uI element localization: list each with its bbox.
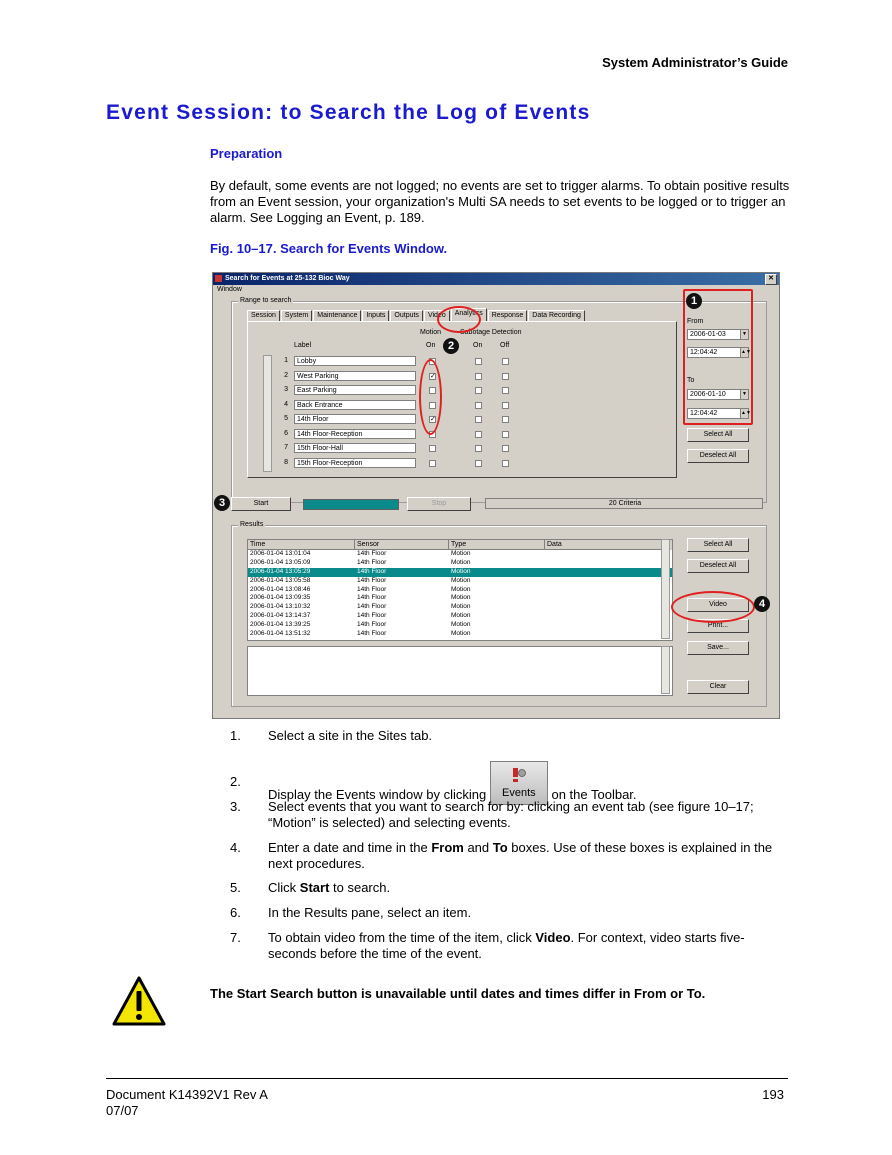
result-cell	[545, 550, 665, 559]
events-button-label: Events	[502, 787, 536, 799]
sabotage-checkbox[interactable]	[502, 358, 509, 365]
motion-on-checkbox[interactable]	[429, 445, 436, 452]
step-text	[268, 728, 788, 744]
table-row[interactable]	[248, 568, 672, 577]
sabotage-checkbox[interactable]	[475, 416, 482, 423]
step-text-part: To obtain video from the time of the item, click	[268, 930, 536, 945]
figure-caption: Fig. 10–17. Search for Events Window.	[210, 241, 448, 256]
preparation-heading: Preparation	[210, 146, 283, 161]
result-cell: 2006-01-04 13:05:29	[250, 567, 311, 575]
result-cell: 14th Floor	[357, 621, 387, 629]
range-select-all-button[interactable]: Select All	[687, 428, 749, 442]
step-number: 1.	[230, 728, 241, 743]
results-column-data[interactable]: Data	[545, 540, 665, 550]
result-cell: Motion	[451, 558, 471, 566]
sabotage-checkbox[interactable]	[475, 373, 482, 380]
callout-video-highlight	[671, 591, 755, 623]
callout-analytics-highlight	[437, 306, 481, 333]
table-row[interactable]	[248, 586, 672, 595]
table-row[interactable]	[248, 603, 672, 612]
callout-number-2: 2	[443, 338, 459, 354]
to-time-value: 12:04:42	[690, 410, 718, 417]
result-cell: 14th Floor	[357, 612, 387, 620]
step-text-part: Enter a date and time in the	[268, 840, 432, 855]
sabotage-checkbox[interactable]	[502, 445, 509, 452]
analytics-tab-panel	[247, 321, 677, 478]
result-cell: 2006-01-04 13:08:46	[250, 585, 311, 593]
table-row[interactable]	[248, 559, 672, 568]
dropdown-arrow-icon[interactable]: ▼	[740, 390, 748, 399]
motion-heading: Motion	[420, 329, 442, 336]
result-cell	[545, 594, 665, 603]
start-button[interactable]: Start	[231, 497, 291, 511]
sabotage-checkbox[interactable]	[502, 387, 509, 394]
result-cell: Motion	[451, 630, 471, 638]
step-number: 5.	[230, 880, 241, 895]
result-cell	[545, 559, 665, 568]
motion-on-checkbox[interactable]	[429, 460, 436, 467]
step-text-part: Select events that you want to search for by: clicking an event tab (see figure 10–17; “Motion” is selected) and selecting events.	[268, 799, 754, 830]
result-cell: 14th Floor	[357, 630, 387, 638]
step-text	[268, 880, 788, 896]
tab-data-recording[interactable]: Data Recording	[528, 310, 585, 321]
step-text-part: Select a site in the Sites tab.	[268, 728, 433, 743]
result-cell: 2006-01-04 13:39:25	[250, 621, 311, 629]
video-button[interactable]: Video	[687, 598, 749, 612]
results-select-all-button[interactable]: Select All	[687, 538, 749, 552]
sabotage-heading: Sabotage Detection	[460, 329, 522, 336]
results-column-type[interactable]: Type	[449, 540, 545, 550]
result-cell: Motion	[451, 585, 471, 593]
result-detail-pane	[247, 646, 673, 696]
sabotage-checkbox[interactable]	[502, 416, 509, 423]
sabotage-checkbox[interactable]	[475, 460, 482, 467]
results-table[interactable]	[247, 539, 673, 641]
sabotage-off-heading: Off	[500, 342, 510, 349]
tab-video[interactable]: Video	[424, 310, 450, 321]
range-group-label: Range to search	[240, 297, 292, 304]
row-number: 3	[284, 386, 288, 393]
result-cell	[545, 586, 665, 595]
page-number: 193	[762, 1087, 784, 1102]
step-number: 2.	[230, 774, 241, 789]
step-text-part: to search.	[329, 880, 391, 895]
result-cell: 2006-01-04 13:14:37	[250, 612, 311, 620]
sabotage-checkbox[interactable]	[475, 402, 482, 409]
table-row[interactable]	[248, 630, 672, 639]
preparation-text: By default, some events are not logged; no events are set to trigger alarms. To obtain positive results from an Event session, your organization's Multi SA needs to set events to be logged or to trigger an alarm. See Logging an Event, p. 189.	[210, 178, 790, 225]
result-cell: 2006-01-04 13:09:35	[250, 594, 311, 602]
step-number: 7.	[230, 930, 241, 945]
search-events-window	[212, 272, 780, 719]
sabotage-checkbox[interactable]	[502, 373, 509, 380]
sabotage-checkbox[interactable]	[502, 460, 509, 467]
sensor-label-field[interactable]: 15th Floor-Hall	[294, 443, 416, 453]
spinner-icon[interactable]: ▲▼	[741, 410, 751, 416]
results-column-sensor[interactable]: Sensor	[355, 540, 449, 550]
stop-button[interactable]: Stop	[407, 497, 471, 511]
results-header	[248, 540, 672, 550]
result-cell: 2006-01-04 13:01:04	[250, 550, 311, 557]
page-title: Event Session: to Search the Log of Events	[106, 101, 591, 124]
step-text	[268, 930, 788, 962]
result-cell: 14th Floor	[357, 567, 387, 575]
table-row[interactable]	[248, 577, 672, 586]
motion-on-checkbox[interactable]: ✓	[430, 416, 436, 423]
tab-response[interactable]: Response	[488, 310, 528, 321]
step-text-part: boxes. Use of these boxes is explained in the next procedures.	[268, 840, 773, 871]
sensor-label-field[interactable]: 15th Floor-Reception	[294, 458, 416, 468]
callout-number-4: 4	[754, 596, 770, 612]
from-date-value: 2006-01-03	[690, 331, 726, 338]
table-row[interactable]	[248, 621, 672, 630]
step-text-part: Click	[268, 880, 300, 895]
result-cell: 14th Floor	[357, 558, 387, 566]
result-cell	[545, 621, 665, 630]
step-text-part: on the Toolbar.	[551, 787, 637, 802]
event-tabs	[247, 310, 586, 321]
motion-on-heading: On	[426, 342, 436, 349]
step-emphasis: Video	[535, 930, 571, 945]
sensor-label-field[interactable]: 14th Floor-Reception	[294, 429, 416, 439]
sensor-label-field[interactable]: 14th Floor	[294, 414, 416, 424]
result-cell: 14th Floor	[357, 603, 387, 611]
row-number: 6	[284, 429, 288, 437]
sabotage-checkbox[interactable]	[475, 431, 482, 438]
result-cell: 2006-01-04 13:05:58	[250, 576, 311, 584]
sabotage-checkbox[interactable]	[475, 445, 482, 452]
save-button[interactable]: Save...	[687, 641, 749, 655]
close-icon[interactable]: ✕	[765, 274, 777, 285]
menu-window[interactable]: Window	[217, 286, 242, 293]
step-text-part: Display the Events window by clicking	[268, 787, 487, 802]
sabotage-checkbox[interactable]	[475, 358, 482, 365]
step-text-part: In the Results pane, select an item.	[268, 905, 472, 920]
tab-outputs[interactable]: Outputs	[390, 310, 423, 321]
row-number: 8	[284, 458, 288, 466]
table-row[interactable]	[248, 612, 672, 621]
result-cell	[545, 577, 665, 586]
footer-divider	[106, 1078, 788, 1079]
step-emphasis: From	[431, 840, 464, 855]
tab-analytics[interactable]: Analytics	[451, 308, 487, 321]
row-scrollbar[interactable]	[263, 355, 272, 472]
result-cell: Motion	[451, 612, 471, 620]
motion-on-checkbox[interactable]: ✓	[430, 372, 436, 380]
events-icon	[512, 767, 526, 783]
step-text	[268, 905, 788, 921]
row-number: 7	[284, 444, 288, 451]
result-cell: Motion	[451, 567, 471, 575]
sensor-label-field[interactable]: Lobby	[294, 356, 416, 366]
step-number: 4.	[230, 840, 241, 855]
result-cell: 2006-01-04 13:51:32	[250, 630, 311, 638]
detail-scrollbar[interactable]	[661, 646, 670, 694]
spinner-icon[interactable]: ▲▼	[741, 349, 751, 355]
clear-button[interactable]: Clear	[687, 680, 749, 694]
results-group-label: Results	[240, 521, 264, 528]
table-row[interactable]	[248, 550, 672, 559]
step-text-part: and	[463, 840, 493, 855]
row-number: 2	[284, 371, 288, 379]
callout-from-to-highlight	[683, 289, 753, 425]
step-emphasis: To	[492, 840, 508, 855]
result-cell: Motion	[451, 576, 471, 584]
callout-number-1: 1	[686, 293, 702, 309]
range-deselect-all-button[interactable]: Deselect All	[687, 449, 749, 463]
result-cell	[545, 612, 665, 621]
step-emphasis: Start	[299, 880, 330, 895]
result-cell	[545, 630, 665, 639]
sabotage-checkbox[interactable]	[475, 387, 482, 394]
result-cell	[545, 568, 641, 577]
callout-number-3: 3	[214, 495, 230, 511]
sensor-label-field[interactable]: East Parking	[294, 385, 416, 395]
step-number: 6.	[230, 905, 241, 920]
row-number: 5	[284, 415, 288, 422]
sensor-label-field[interactable]: West Parking	[294, 371, 416, 381]
tab-system[interactable]: System	[281, 310, 312, 321]
sabotage-checkbox[interactable]	[502, 402, 509, 409]
document-number: Document K14392V1 Rev A	[106, 1087, 268, 1102]
table-row[interactable]	[248, 594, 672, 603]
sabotage-on-heading: On	[473, 342, 483, 349]
result-cell: Motion	[451, 550, 471, 557]
window-title: Search for Events at 25-132 Bioc Way	[225, 275, 350, 282]
results-deselect-all-button[interactable]: Deselect All	[687, 559, 749, 573]
print-button[interactable]: Print...	[687, 619, 749, 633]
window-titlebar	[213, 273, 779, 285]
tab-session[interactable]: Session	[247, 310, 280, 321]
sensor-label-field[interactable]: Back Entrance	[294, 400, 416, 410]
sabotage-checkbox[interactable]	[502, 431, 509, 438]
step-text-part: . For context, video starts five-seconds before the time of the event.	[268, 930, 745, 961]
to-date-value: 2006-01-10	[690, 391, 726, 398]
from-label: From	[687, 318, 704, 325]
result-cell: 14th Floor	[357, 594, 387, 602]
row-number: 4	[284, 400, 288, 408]
from-time-value: 12:04:42	[690, 349, 718, 356]
result-cell: Motion	[451, 594, 471, 602]
result-cell: Motion	[451, 603, 471, 611]
result-cell: 14th Floor	[357, 576, 387, 584]
result-cell	[545, 603, 665, 612]
result-cell: 2006-01-04 13:10:32	[250, 603, 311, 611]
warning-icon	[112, 975, 166, 1027]
result-cell: Motion	[451, 621, 471, 629]
footer-document	[106, 1087, 268, 1119]
callout-motion-highlight	[419, 359, 442, 435]
to-label: To	[687, 377, 695, 384]
step-text	[268, 840, 788, 872]
result-cell: 14th Floor	[357, 550, 387, 557]
app-icon	[215, 275, 222, 282]
row-number: 1	[284, 357, 288, 364]
results-column-time[interactable]: Time	[248, 540, 355, 550]
result-cell: 14th Floor	[357, 585, 387, 593]
label-heading: Label	[294, 342, 312, 349]
criteria-count: 20 Criteria	[485, 498, 763, 509]
step-number: 3.	[230, 799, 241, 814]
warning-text: The Start Search button is unavailable until dates and times differ in From or To.	[210, 986, 706, 1001]
tab-maintenance[interactable]: Maintenance	[313, 310, 361, 321]
results-scrollbar[interactable]	[661, 539, 670, 639]
document-date: 07/07	[106, 1103, 139, 1118]
search-progress-bar	[303, 499, 399, 510]
result-cell: 2006-01-04 13:05:09	[250, 558, 311, 566]
guide-title: System Administrator’s Guide	[602, 55, 788, 70]
step-text	[268, 799, 788, 831]
tab-inputs[interactable]: Inputs	[362, 310, 389, 321]
dropdown-arrow-icon[interactable]: ▼	[740, 330, 748, 339]
